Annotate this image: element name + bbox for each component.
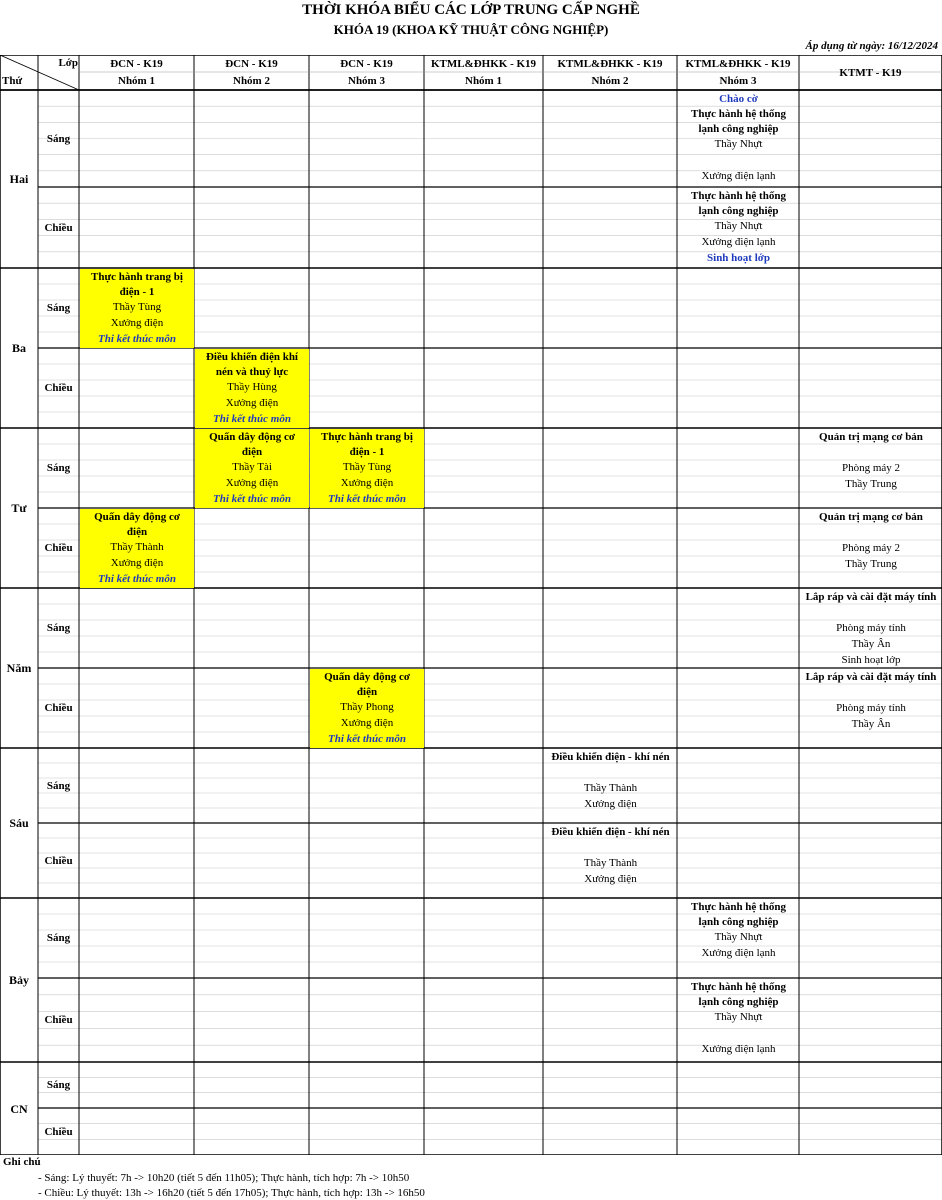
schedule-cell [544, 824, 677, 898]
schedule-line: lạnh công nghiệp [698, 123, 779, 135]
schedule-line: Quản trị mạng cơ bản [819, 431, 923, 443]
column-header-class: ĐCN - K19 [110, 58, 163, 70]
column-header-group: Nhóm 2 [591, 74, 629, 87]
schedule-line: lạnh công nghiệp [698, 996, 779, 1008]
schedule-line: Xưởng điện [110, 317, 164, 329]
schedule-line: điện [356, 686, 378, 698]
day-label: Bảy [8, 973, 29, 987]
schedule-line: Phòng máy tính [836, 622, 906, 634]
day-label: Ba [11, 341, 26, 355]
schedule-cell [544, 749, 677, 823]
schedule-line: Thực hành hệ thống [691, 108, 786, 120]
column-header-class: ĐCN - K19 [340, 58, 393, 70]
schedule-line: Thi kết thúc môn [98, 333, 176, 345]
schedule-line: Thầy Nhựt [714, 1011, 763, 1023]
period-label-morning: Sáng [46, 132, 71, 145]
schedule-cell [80, 269, 194, 348]
schedule-line: Xưởng điện [225, 477, 279, 489]
schedule-line: Điều khiển điện - khí nén [551, 826, 670, 838]
schedule-line: Quấn dây động cơ [209, 431, 295, 443]
schedule-cell [678, 979, 799, 1062]
schedule-cell [800, 429, 942, 508]
schedule-line: Thực hành trang bị [91, 271, 183, 283]
period-label-morning: Sáng [46, 302, 71, 314]
schedule-line: điện [241, 446, 263, 458]
corner-label-lop: Lớp [58, 57, 78, 69]
schedule-line: Thực hành hệ thống [691, 901, 786, 913]
schedule-line: Quấn dây động cơ [94, 511, 180, 523]
schedule-line: Lắp ráp và cài đặt máy tính [805, 671, 937, 683]
schedule-line: Thầy Trung [845, 558, 897, 570]
schedule-line: Thầy Thành [583, 782, 638, 794]
schedule-line: Thi kết thúc môn [213, 413, 291, 425]
page-subtitle: KHÓA 19 (KHOA KỸ THUẬT CÔNG NGHIỆP) [333, 22, 609, 37]
period-label-afternoon: Chiều [44, 1125, 73, 1138]
schedule-line: Sinh hoạt lớp [707, 252, 770, 264]
period-label-morning: Sáng [46, 932, 71, 944]
schedule-line: Thi kết thúc môn [328, 493, 406, 505]
schedule-line: Thầy Thành [583, 857, 638, 869]
schedule-line: Chào cờ [719, 93, 758, 105]
schedule-line: Thực hành hệ thống [691, 981, 786, 993]
schedule-line: Xưởng điện [584, 873, 637, 885]
schedule-line: Xưởng điện [110, 557, 164, 569]
schedule-cell [195, 349, 309, 428]
schedule-line: Thầy Ân [851, 718, 891, 730]
schedule-line: Thầy Trung [845, 478, 897, 490]
schedule-line: Thi kết thúc môn [328, 733, 406, 745]
period-label-afternoon: Chiều [44, 221, 73, 234]
schedule-cell [678, 188, 799, 268]
schedule-line: lạnh công nghiệp [698, 205, 779, 217]
schedule-line: Thầy Phong [340, 701, 394, 713]
applied-date: Áp dụng từ ngày: 16/12/2024 [805, 40, 938, 52]
column-header-group: Nhóm 2 [233, 74, 270, 87]
column-header-class: KTML&ĐHKK - K19 [685, 58, 791, 70]
schedule-line: Thầy Ân [851, 638, 891, 650]
schedule-line: Thầy Hùng [227, 381, 277, 393]
schedule-line: Thầy Tài [232, 461, 272, 473]
page-title: THỜI KHÓA BIỂU CÁC LỚP TRUNG CẤP NGHỀ [302, 2, 640, 18]
schedule-line: điện - 1 [349, 446, 385, 458]
note-line: - Sáng: Lý thuyết: 7h -> 10h20 (tiết 5 đến 11h05); Thực hành, tích hợp: 7h -> 10h50 [38, 1172, 410, 1184]
schedule-line: Thầy Thành [110, 541, 164, 553]
day-label: Năm [6, 661, 32, 675]
schedule-cell [310, 429, 424, 508]
column-header-class: KTML&ĐHKK - K19 [557, 58, 663, 70]
schedule-line: Xưởng điện [225, 397, 279, 409]
schedule-line: Thi kết thúc môn [98, 573, 176, 585]
day-label: Hai [9, 172, 29, 186]
schedule-cell [800, 509, 942, 588]
notes-label: Ghi chú [3, 1156, 41, 1168]
schedule-line: điện [126, 526, 148, 538]
schedule-line: Xưởng điện lạnh [701, 1043, 776, 1055]
day-label: Tư [11, 501, 27, 515]
schedule-cell [80, 509, 194, 588]
column-header-group: Nhóm 3 [348, 74, 385, 87]
corner-label-thu: Thứ [2, 75, 23, 87]
day-label: CN [10, 1101, 28, 1116]
schedule-line: Phòng máy 2 [841, 542, 901, 554]
period-label-afternoon: Chiều [44, 1014, 73, 1026]
schedule-line: Thầy Tùng [112, 301, 162, 313]
column-header-class: ĐCN - K19 [225, 58, 278, 70]
schedule-cell [310, 669, 424, 748]
schedule-line: Xưởng điện [340, 477, 394, 489]
column-header-group: Nhóm 3 [719, 74, 757, 87]
schedule-line: Phòng máy 2 [841, 462, 901, 474]
schedule-line: Thầy Nhựt [714, 138, 763, 150]
schedule-line: Thầy Nhựt [714, 931, 763, 943]
day-label: Sáu [9, 816, 29, 830]
schedule-line: Thầy Tùng [342, 461, 392, 473]
schedule-cell [800, 589, 942, 668]
column-header-class: KTML&ĐHKK - K19 [430, 58, 537, 70]
schedule-line: Xưởng điện [584, 798, 637, 810]
column-header-group: Nhóm 1 [118, 74, 155, 87]
schedule-line: Lắp ráp và cài đặt máy tính [805, 591, 937, 603]
period-label-afternoon: Chiều [44, 542, 73, 554]
schedule-line: Xưởng điện lạnh [701, 947, 776, 959]
schedule-cell [195, 429, 309, 508]
schedule-line: Điều khiển điện khí [205, 351, 298, 363]
schedule-line: Xưởng điện lạnh [701, 236, 776, 248]
schedule-cell [678, 899, 799, 978]
schedule-line: Quản trị mạng cơ bản [819, 511, 923, 523]
period-label-afternoon: Chiều [44, 854, 73, 867]
period-label-morning: Sáng [46, 1079, 71, 1091]
column-header-class: KTMT - K19 [839, 66, 902, 79]
schedule-line: nén và thuỷ lực [215, 366, 289, 378]
period-label-morning: Sáng [46, 462, 71, 474]
schedule-line: lạnh công nghiệp [698, 916, 779, 928]
schedule-line: điện - 1 [119, 286, 155, 298]
period-label-morning: Sáng [46, 622, 71, 634]
schedule-line: Sinh hoạt lớp [841, 654, 901, 666]
schedule-line: Phòng máy tính [836, 702, 906, 714]
schedule-line: Thi kết thúc môn [213, 493, 291, 505]
schedule-cell [678, 91, 799, 187]
schedule-line: Thầy Nhựt [714, 220, 763, 232]
schedule-line: Thực hành trang bị [321, 431, 413, 443]
schedule-line: Điều khiển điện - khí nén [551, 751, 670, 763]
schedule-line: Xưởng điện lạnh [701, 170, 776, 182]
schedule-line: Quấn dây động cơ [324, 671, 410, 683]
column-header-group: Nhóm 1 [465, 74, 502, 87]
schedule-line: Thực hành hệ thống [691, 190, 786, 202]
period-label-afternoon: Chiều [44, 702, 73, 714]
schedule-line: Xưởng điện [340, 717, 394, 729]
period-label-afternoon: Chiều [44, 382, 73, 394]
note-line: - Chiều: Lý thuyết: 13h -> 16h20 (tiết 5 đến 17h05); Thực hành, tích hợp: 13h -> 16h50 [38, 1187, 425, 1199]
period-label-morning: Sáng [46, 779, 71, 792]
schedule-cell [800, 669, 942, 748]
